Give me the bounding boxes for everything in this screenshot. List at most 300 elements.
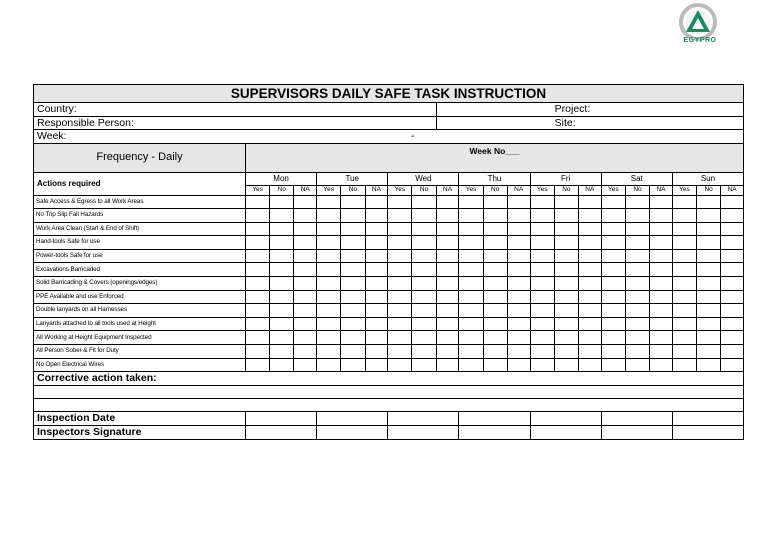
check-cell[interactable] <box>697 277 721 291</box>
inspectors-signature-label-day-cell[interactable] <box>601 426 672 440</box>
check-cell[interactable] <box>317 222 341 236</box>
check-cell[interactable] <box>436 249 459 263</box>
check-cell[interactable] <box>388 236 412 250</box>
check-cell[interactable] <box>294 345 317 359</box>
check-cell[interactable] <box>530 331 554 345</box>
check-cell[interactable] <box>459 358 483 372</box>
check-cell[interactable] <box>578 209 601 223</box>
check-cell[interactable] <box>578 358 601 372</box>
check-cell[interactable] <box>412 222 436 236</box>
check-cell[interactable] <box>578 290 601 304</box>
check-cell[interactable] <box>554 236 578 250</box>
inspection-date-label-day-cell[interactable] <box>317 412 388 426</box>
check-cell[interactable] <box>530 290 554 304</box>
check-cell[interactable] <box>294 317 317 331</box>
check-cell[interactable] <box>365 331 388 345</box>
check-cell[interactable] <box>459 290 483 304</box>
check-cell[interactable] <box>721 358 744 372</box>
inspectors-signature-label-day-cell[interactable] <box>317 426 388 440</box>
check-cell[interactable] <box>625 345 649 359</box>
check-cell[interactable] <box>672 317 696 331</box>
check-cell[interactable] <box>246 331 270 345</box>
check-cell[interactable] <box>317 209 341 223</box>
check-cell[interactable] <box>672 236 696 250</box>
check-cell[interactable] <box>672 277 696 291</box>
check-cell[interactable] <box>697 331 721 345</box>
check-cell[interactable] <box>246 236 270 250</box>
check-cell[interactable] <box>483 304 507 318</box>
check-cell[interactable] <box>530 236 554 250</box>
check-cell[interactable] <box>365 263 388 277</box>
check-cell[interactable] <box>270 317 294 331</box>
check-cell[interactable] <box>459 345 483 359</box>
check-cell[interactable] <box>721 345 744 359</box>
inspectors-signature-label-day-cell[interactable] <box>459 426 530 440</box>
check-cell[interactable] <box>294 236 317 250</box>
check-cell[interactable] <box>697 263 721 277</box>
check-cell[interactable] <box>412 358 436 372</box>
check-cell[interactable] <box>601 358 625 372</box>
check-cell[interactable] <box>365 358 388 372</box>
check-cell[interactable] <box>412 290 436 304</box>
check-cell[interactable] <box>721 317 744 331</box>
check-cell[interactable] <box>650 249 673 263</box>
check-cell[interactable] <box>530 195 554 209</box>
check-cell[interactable] <box>697 317 721 331</box>
check-cell[interactable] <box>270 304 294 318</box>
corrective-action-line[interactable] <box>34 386 744 399</box>
check-cell[interactable] <box>601 195 625 209</box>
corrective-action-line[interactable] <box>34 399 744 412</box>
corrective-action-label: Corrective action taken: <box>34 372 744 386</box>
check-cell[interactable] <box>436 222 459 236</box>
check-cell[interactable] <box>650 331 673 345</box>
check-cell[interactable] <box>554 277 578 291</box>
check-cell[interactable] <box>625 195 649 209</box>
check-cell[interactable] <box>697 345 721 359</box>
check-cell[interactable] <box>601 263 625 277</box>
check-cell[interactable] <box>412 317 436 331</box>
check-cell[interactable] <box>507 222 530 236</box>
check-cell[interactable] <box>507 209 530 223</box>
check-cell[interactable] <box>317 263 341 277</box>
check-cell[interactable] <box>270 277 294 291</box>
sub-header-na: NA <box>294 185 317 195</box>
check-cell[interactable] <box>294 195 317 209</box>
check-cell[interactable] <box>459 195 483 209</box>
check-cell[interactable] <box>483 290 507 304</box>
inspectors-signature-label-day-cell[interactable] <box>388 426 459 440</box>
inspection-date-label-day-cell[interactable] <box>601 412 672 426</box>
check-cell[interactable] <box>672 249 696 263</box>
check-cell[interactable] <box>388 263 412 277</box>
check-cell[interactable] <box>412 304 436 318</box>
check-cell[interactable] <box>578 331 601 345</box>
check-cell[interactable] <box>483 195 507 209</box>
check-cell[interactable] <box>530 263 554 277</box>
check-cell[interactable] <box>246 304 270 318</box>
action-row <box>34 209 744 223</box>
check-cell[interactable] <box>554 331 578 345</box>
check-cell[interactable] <box>341 222 365 236</box>
check-cell[interactable] <box>530 209 554 223</box>
check-cell[interactable] <box>294 209 317 223</box>
check-cell[interactable] <box>625 236 649 250</box>
check-cell[interactable] <box>625 290 649 304</box>
check-cell[interactable] <box>483 236 507 250</box>
check-cell[interactable] <box>317 358 341 372</box>
check-cell[interactable] <box>625 222 649 236</box>
check-cell[interactable] <box>625 263 649 277</box>
check-cell[interactable] <box>507 331 530 345</box>
check-cell[interactable] <box>578 236 601 250</box>
check-cell[interactable] <box>365 304 388 318</box>
logo-text: EGYPRO <box>683 37 717 44</box>
check-cell[interactable] <box>246 263 270 277</box>
check-cell[interactable] <box>459 304 483 318</box>
check-cell[interactable] <box>530 222 554 236</box>
check-cell[interactable] <box>270 236 294 250</box>
check-cell[interactable] <box>625 277 649 291</box>
check-cell[interactable] <box>507 290 530 304</box>
check-cell[interactable] <box>578 222 601 236</box>
check-cell[interactable] <box>341 358 365 372</box>
check-cell[interactable] <box>365 249 388 263</box>
check-cell[interactable] <box>507 345 530 359</box>
check-cell[interactable] <box>246 209 270 223</box>
check-cell[interactable] <box>412 209 436 223</box>
check-cell[interactable] <box>672 345 696 359</box>
check-cell[interactable] <box>601 209 625 223</box>
check-cell[interactable] <box>270 222 294 236</box>
check-cell[interactable] <box>554 317 578 331</box>
inspection-date-label-day-cell[interactable] <box>246 412 317 426</box>
check-cell[interactable] <box>341 236 365 250</box>
check-cell[interactable] <box>436 277 459 291</box>
check-cell[interactable] <box>294 331 317 345</box>
inspectors-signature-label-day-cell[interactable] <box>672 426 743 440</box>
check-cell[interactable] <box>436 345 459 359</box>
check-cell[interactable] <box>578 195 601 209</box>
day-header: Thu <box>459 172 530 185</box>
check-cell[interactable] <box>507 304 530 318</box>
check-cell[interactable] <box>270 358 294 372</box>
check-cell[interactable] <box>365 195 388 209</box>
check-cell[interactable] <box>436 317 459 331</box>
check-cell[interactable] <box>412 277 436 291</box>
check-cell[interactable] <box>578 263 601 277</box>
check-cell[interactable] <box>365 317 388 331</box>
check-cell[interactable] <box>459 277 483 291</box>
inspectors-signature-label-day-cell[interactable] <box>246 426 317 440</box>
check-cell[interactable] <box>507 249 530 263</box>
check-cell[interactable] <box>697 236 721 250</box>
check-cell[interactable] <box>625 317 649 331</box>
check-cell[interactable] <box>672 195 696 209</box>
check-cell[interactable] <box>388 249 412 263</box>
check-cell[interactable] <box>459 209 483 223</box>
check-cell[interactable] <box>365 290 388 304</box>
check-cell[interactable] <box>365 236 388 250</box>
check-cell[interactable] <box>578 249 601 263</box>
check-cell[interactable] <box>672 290 696 304</box>
sub-header-yes: Yes <box>601 185 625 195</box>
check-cell[interactable] <box>672 222 696 236</box>
check-cell[interactable] <box>697 195 721 209</box>
check-cell[interactable] <box>601 290 625 304</box>
inspectors-signature-label-day-cell[interactable] <box>530 426 601 440</box>
check-cell[interactable] <box>721 222 744 236</box>
check-cell[interactable] <box>412 236 436 250</box>
check-cell[interactable] <box>650 263 673 277</box>
check-cell[interactable] <box>672 358 696 372</box>
check-cell[interactable] <box>578 304 601 318</box>
check-cell[interactable] <box>341 263 365 277</box>
check-cell[interactable] <box>697 358 721 372</box>
check-cell[interactable] <box>365 209 388 223</box>
check-cell[interactable] <box>601 249 625 263</box>
check-cell[interactable] <box>294 249 317 263</box>
check-cell[interactable] <box>554 358 578 372</box>
check-cell[interactable] <box>483 331 507 345</box>
check-cell[interactable] <box>625 358 649 372</box>
check-cell[interactable] <box>697 209 721 223</box>
check-cell[interactable] <box>650 304 673 318</box>
check-cell[interactable] <box>270 263 294 277</box>
check-cell[interactable] <box>483 345 507 359</box>
check-cell[interactable] <box>483 209 507 223</box>
check-cell[interactable] <box>270 290 294 304</box>
check-cell[interactable] <box>721 263 744 277</box>
check-cell[interactable] <box>436 290 459 304</box>
check-cell[interactable] <box>341 345 365 359</box>
check-cell[interactable] <box>341 331 365 345</box>
check-cell[interactable] <box>601 345 625 359</box>
check-cell[interactable] <box>436 304 459 318</box>
check-cell[interactable] <box>483 317 507 331</box>
check-cell[interactable] <box>388 209 412 223</box>
check-cell[interactable] <box>246 222 270 236</box>
inspection-date-label-day-cell[interactable] <box>459 412 530 426</box>
check-cell[interactable] <box>721 304 744 318</box>
check-cell[interactable] <box>483 263 507 277</box>
check-cell[interactable] <box>270 331 294 345</box>
check-cell[interactable] <box>721 290 744 304</box>
check-cell[interactable] <box>672 304 696 318</box>
check-cell[interactable] <box>412 195 436 209</box>
check-cell[interactable] <box>388 317 412 331</box>
check-cell[interactable] <box>388 222 412 236</box>
form-title: SUPERVISORS DAILY SAFE TASK INSTRUCTION <box>34 85 744 103</box>
week-label: Week: <box>34 130 341 144</box>
check-cell[interactable] <box>554 263 578 277</box>
check-cell[interactable] <box>483 222 507 236</box>
check-cell[interactable] <box>388 277 412 291</box>
check-cell[interactable] <box>507 236 530 250</box>
check-cell[interactable] <box>459 222 483 236</box>
check-cell[interactable] <box>459 317 483 331</box>
check-cell[interactable] <box>721 209 744 223</box>
day-header: Sat <box>601 172 672 185</box>
check-cell[interactable] <box>625 249 649 263</box>
inspectors-signature-label: Inspectors Signature <box>34 426 246 440</box>
check-cell[interactable] <box>554 209 578 223</box>
check-cell[interactable] <box>554 345 578 359</box>
check-cell[interactable] <box>721 277 744 291</box>
check-cell[interactable] <box>317 317 341 331</box>
check-cell[interactable] <box>530 317 554 331</box>
check-cell[interactable] <box>650 195 673 209</box>
check-cell[interactable] <box>625 209 649 223</box>
check-cell[interactable] <box>697 290 721 304</box>
check-cell[interactable] <box>721 331 744 345</box>
check-cell[interactable] <box>650 236 673 250</box>
check-cell[interactable] <box>436 263 459 277</box>
check-cell[interactable] <box>578 317 601 331</box>
check-cell[interactable] <box>530 358 554 372</box>
check-cell[interactable] <box>507 277 530 291</box>
check-cell[interactable] <box>317 236 341 250</box>
check-cell[interactable] <box>507 263 530 277</box>
check-cell[interactable] <box>365 345 388 359</box>
check-cell[interactable] <box>365 222 388 236</box>
check-cell[interactable] <box>721 236 744 250</box>
check-cell[interactable] <box>459 263 483 277</box>
check-cell[interactable] <box>530 249 554 263</box>
check-cell[interactable] <box>294 277 317 291</box>
check-cell[interactable] <box>721 195 744 209</box>
check-cell[interactable] <box>270 249 294 263</box>
check-cell[interactable] <box>578 277 601 291</box>
check-cell[interactable] <box>246 277 270 291</box>
action-label: Hand-tools Safe for use <box>34 236 246 250</box>
check-cell[interactable] <box>317 277 341 291</box>
check-cell[interactable] <box>650 277 673 291</box>
check-cell[interactable] <box>601 317 625 331</box>
check-cell[interactable] <box>246 345 270 359</box>
check-cell[interactable] <box>436 358 459 372</box>
check-cell[interactable] <box>388 195 412 209</box>
check-cell[interactable] <box>436 236 459 250</box>
check-cell[interactable] <box>436 209 459 223</box>
check-cell[interactable] <box>697 304 721 318</box>
check-cell[interactable] <box>317 249 341 263</box>
check-cell[interactable] <box>341 304 365 318</box>
check-cell[interactable] <box>507 317 530 331</box>
check-cell[interactable] <box>601 236 625 250</box>
check-cell[interactable] <box>317 290 341 304</box>
check-cell[interactable] <box>317 304 341 318</box>
check-cell[interactable] <box>270 195 294 209</box>
check-cell[interactable] <box>601 304 625 318</box>
check-cell[interactable] <box>388 345 412 359</box>
check-cell[interactable] <box>601 222 625 236</box>
check-cell[interactable] <box>625 304 649 318</box>
check-cell[interactable] <box>601 331 625 345</box>
check-cell[interactable] <box>436 331 459 345</box>
check-cell[interactable] <box>507 358 530 372</box>
check-cell[interactable] <box>554 222 578 236</box>
inspection-date-label-day-cell[interactable] <box>530 412 601 426</box>
check-cell[interactable] <box>650 358 673 372</box>
check-cell[interactable] <box>554 195 578 209</box>
check-cell[interactable] <box>341 209 365 223</box>
check-cell[interactable] <box>246 317 270 331</box>
check-cell[interactable] <box>246 249 270 263</box>
check-cell[interactable] <box>650 317 673 331</box>
check-cell[interactable] <box>530 277 554 291</box>
check-cell[interactable] <box>317 331 341 345</box>
check-cell[interactable] <box>412 249 436 263</box>
check-cell[interactable] <box>388 331 412 345</box>
check-cell[interactable] <box>650 345 673 359</box>
check-cell[interactable] <box>436 195 459 209</box>
check-cell[interactable] <box>697 249 721 263</box>
check-cell[interactable] <box>554 304 578 318</box>
check-cell[interactable] <box>412 263 436 277</box>
check-cell[interactable] <box>625 331 649 345</box>
check-cell[interactable] <box>601 277 625 291</box>
check-cell[interactable] <box>412 345 436 359</box>
check-cell[interactable] <box>388 290 412 304</box>
check-cell[interactable] <box>341 277 365 291</box>
check-cell[interactable] <box>388 358 412 372</box>
check-cell[interactable] <box>294 222 317 236</box>
check-cell[interactable] <box>672 331 696 345</box>
check-cell[interactable] <box>246 290 270 304</box>
check-cell[interactable] <box>554 249 578 263</box>
check-cell[interactable] <box>721 249 744 263</box>
check-cell[interactable] <box>672 263 696 277</box>
check-cell[interactable] <box>459 331 483 345</box>
check-cell[interactable] <box>530 304 554 318</box>
check-cell[interactable] <box>270 345 294 359</box>
check-cell[interactable] <box>697 222 721 236</box>
check-cell[interactable] <box>459 236 483 250</box>
check-cell[interactable] <box>672 209 696 223</box>
check-cell[interactable] <box>388 304 412 318</box>
check-cell[interactable] <box>341 195 365 209</box>
check-cell[interactable] <box>483 277 507 291</box>
check-cell[interactable] <box>483 358 507 372</box>
check-cell[interactable] <box>412 331 436 345</box>
check-cell[interactable] <box>270 209 294 223</box>
check-cell[interactable] <box>483 249 507 263</box>
check-cell[interactable] <box>459 249 483 263</box>
check-cell[interactable] <box>341 249 365 263</box>
check-cell[interactable] <box>650 222 673 236</box>
check-cell[interactable] <box>294 263 317 277</box>
check-cell[interactable] <box>530 345 554 359</box>
check-cell[interactable] <box>650 290 673 304</box>
check-cell[interactable] <box>578 345 601 359</box>
check-cell[interactable] <box>246 358 270 372</box>
check-cell[interactable] <box>341 290 365 304</box>
check-cell[interactable] <box>554 290 578 304</box>
check-cell[interactable] <box>317 345 341 359</box>
check-cell[interactable] <box>246 195 270 209</box>
check-cell[interactable] <box>294 290 317 304</box>
check-cell[interactable] <box>650 209 673 223</box>
check-cell[interactable] <box>365 277 388 291</box>
check-cell[interactable] <box>294 358 317 372</box>
inspection-date-label-day-cell[interactable] <box>672 412 743 426</box>
inspection-date-label-day-cell[interactable] <box>388 412 459 426</box>
check-cell[interactable] <box>507 195 530 209</box>
check-cell[interactable] <box>294 304 317 318</box>
check-cell[interactable] <box>341 317 365 331</box>
check-cell[interactable] <box>317 195 341 209</box>
